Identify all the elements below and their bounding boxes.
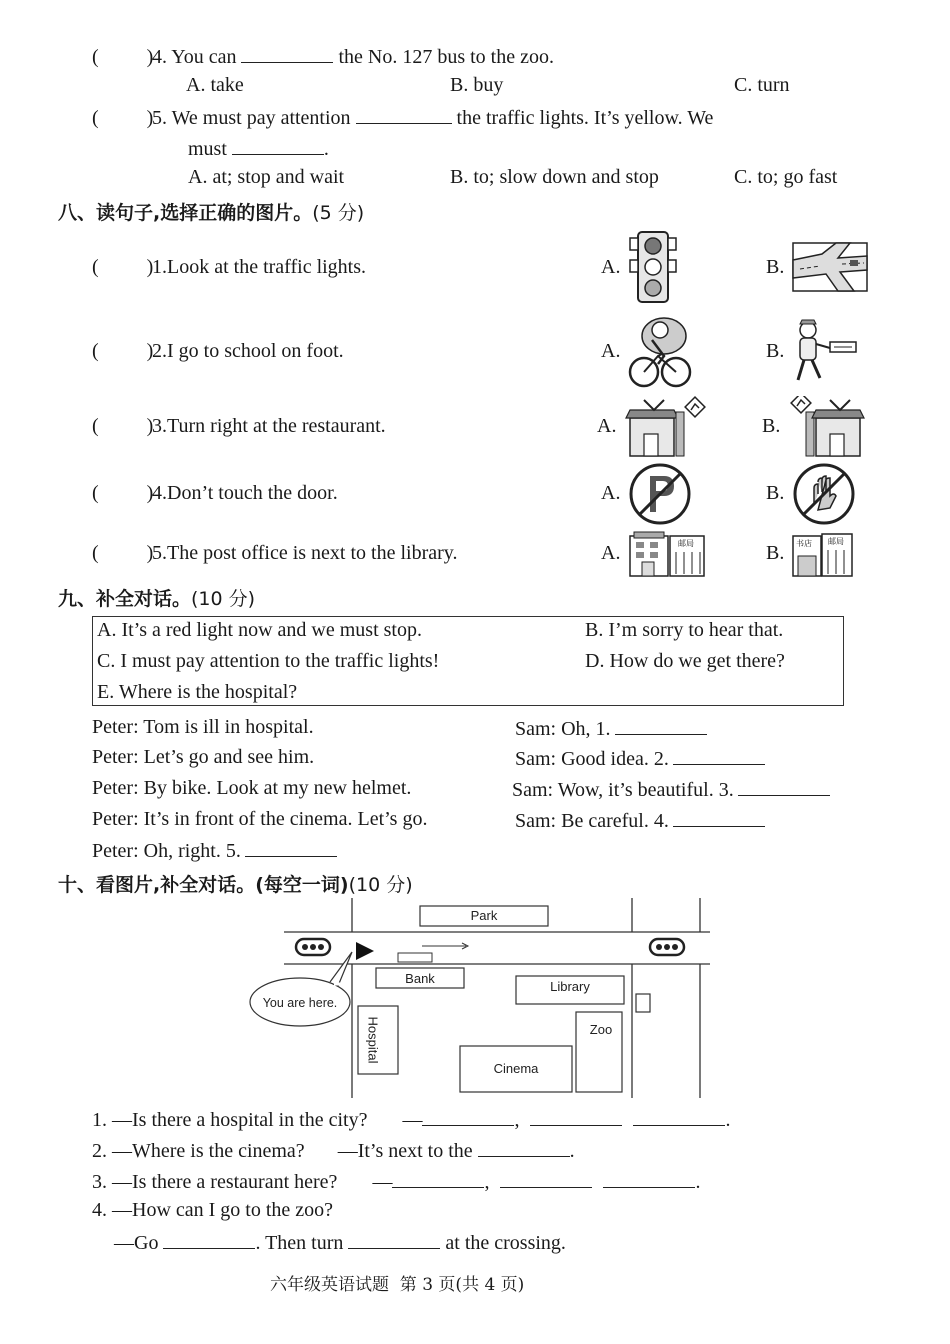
option-d: D. How do we get there? (585, 650, 785, 672)
restaurant-turn-right-icon[interactable] (624, 396, 706, 458)
section-8-heading: 八、读句子,选择正确的图片。(5 分) (58, 202, 365, 224)
option-a-label[interactable]: A. (601, 542, 621, 564)
option-c: C. I must pay attention to the traffic lights! (97, 650, 440, 672)
svg-text:邮局: 邮局 (828, 537, 844, 546)
boy-on-bike-icon[interactable] (628, 316, 692, 390)
dialog-line-peter: Peter: By bike. Look at my new helmet. (92, 777, 412, 799)
svg-text:Park: Park (470, 908, 498, 923)
picture-question-2: ( )2.I go to school on foot. (92, 340, 344, 362)
crossroad-icon[interactable] (792, 242, 868, 292)
svg-text:书店: 书店 (796, 539, 812, 548)
picture-question-1: ( )1.Look at the traffic lights. (92, 256, 367, 278)
option-b[interactable]: B. buy (450, 74, 504, 96)
option-a: A. It’s a red light now and we must stop. (97, 619, 422, 641)
map-question-3: 3. —Is there a restaurant here? — , . (92, 1171, 701, 1193)
map-question-4-answer: —Go . Then turn at the crossing. (114, 1232, 566, 1254)
answer-paren[interactable]: ( ) (92, 415, 154, 437)
option-c[interactable]: C. to; go fast (734, 166, 838, 188)
dialog-line-peter: Peter: It’s in front of the cinema. Let’s go. (92, 808, 428, 830)
question-7-5-line2: must . (188, 138, 329, 160)
map-question-4: 4. —How can I go to the zoo? (92, 1199, 334, 1221)
answer-blank[interactable] (356, 105, 452, 124)
answer-blank[interactable] (348, 1230, 440, 1249)
svg-text:Hospital: Hospital (365, 1016, 381, 1064)
option-b-label[interactable]: B. (766, 542, 785, 564)
answer-paren[interactable]: ( ) (92, 46, 154, 68)
small-building (636, 994, 650, 1012)
section-10-heading: 十、看图片,补全对话。(每空一词)(10 分) (58, 874, 413, 896)
answer-blank[interactable] (241, 44, 333, 63)
option-b: B. I’m sorry to hear that. (585, 619, 784, 641)
svg-text:Library: Library (550, 979, 590, 994)
option-b-label[interactable]: B. (766, 340, 785, 362)
answer-blank[interactable] (738, 777, 830, 796)
option-b-label[interactable]: B. (766, 256, 785, 278)
you-are-here-bubble (250, 952, 352, 1026)
answer-blank[interactable] (633, 1107, 725, 1126)
dialog-line-sam: Sam: Good idea. 2. (515, 746, 765, 771)
option-a[interactable]: A. at; stop and wait (188, 166, 345, 188)
page-footer: 六年级英语试题 第 3 页(共 4 页) (270, 1275, 525, 1295)
map-question-1: 1. —Is there a hospital in the city? — , . (92, 1109, 731, 1131)
answer-blank[interactable] (245, 838, 337, 857)
answer-blank[interactable] (603, 1169, 695, 1188)
question-7-5: ( )5. We must pay attention the traffic lights. It’s yellow. We (92, 107, 714, 129)
answer-paren[interactable]: ( ) (92, 256, 154, 278)
answer-blank[interactable] (163, 1230, 255, 1249)
answer-paren[interactable]: ( ) (92, 542, 154, 564)
answer-blank[interactable] (673, 746, 765, 765)
picture-question-3: ( )3.Turn right at the restaurant. (92, 415, 386, 437)
option-b[interactable]: B. to; slow down and stop (450, 166, 659, 188)
restaurant-turn-left-icon[interactable] (788, 396, 868, 458)
dialog-line-sam: Sam: Wow, it’s beautiful. 3. (512, 777, 830, 802)
svg-text:邮局: 邮局 (678, 539, 694, 548)
option-c[interactable]: C. turn (734, 74, 790, 96)
no-parking-icon[interactable] (628, 462, 692, 526)
svg-text:Bank: Bank (405, 971, 435, 986)
dialog-line-peter: Peter: Tom is ill in hospital. (92, 716, 314, 738)
answer-paren[interactable]: ( ) (92, 107, 154, 129)
answer-blank[interactable] (500, 1169, 592, 1188)
city-map (240, 898, 710, 1102)
answer-blank[interactable] (392, 1169, 484, 1188)
svg-text:Cinema: Cinema (493, 1061, 539, 1076)
option-a-label[interactable]: A. (601, 256, 621, 278)
map-question-2: 2. —Where is the cinema? —It’s next to the . (92, 1140, 575, 1162)
traffic-light-icon (650, 939, 684, 955)
option-e: E. Where is the hospital? (97, 681, 298, 703)
you-are-here-marker (356, 942, 374, 960)
dialog-line-peter: Peter: Oh, right. 5. (92, 838, 337, 863)
option-a-label[interactable]: A. (597, 415, 617, 437)
picture-question-4: ( )4.Don’t touch the door. (92, 482, 338, 504)
answer-paren[interactable]: ( ) (92, 482, 154, 504)
answer-blank[interactable] (615, 716, 707, 735)
answer-blank[interactable] (530, 1107, 622, 1126)
library-post-office-icon[interactable] (628, 530, 706, 578)
answer-paren[interactable]: ( ) (92, 340, 154, 362)
question-7-4: ( )4. You can the No. 127 bus to the zoo. (92, 46, 554, 68)
option-a-label[interactable]: A. (601, 340, 621, 362)
car-icon (398, 953, 432, 962)
answer-blank[interactable] (478, 1138, 570, 1157)
answer-blank[interactable] (232, 136, 324, 155)
option-b-label[interactable]: B. (766, 482, 785, 504)
dialog-line-peter: Peter: Let’s go and see him. (92, 746, 315, 768)
option-a-label[interactable]: A. (601, 482, 621, 504)
answer-blank[interactable] (422, 1107, 514, 1126)
picture-question-5: ( )5.The post office is next to the library. (92, 542, 458, 564)
section-9-heading: 九、补全对话。(10 分) (58, 588, 256, 610)
dialog-line-sam: Sam: Oh, 1. (515, 716, 707, 741)
option-a[interactable]: A. take (186, 74, 244, 96)
traffic-light-icon[interactable] (628, 228, 678, 306)
svg-text:Zoo: Zoo (589, 1022, 613, 1037)
answer-blank[interactable] (673, 808, 765, 827)
traffic-light-icon (296, 939, 330, 955)
no-touch-icon[interactable] (792, 462, 856, 526)
option-b-label[interactable]: B. (762, 415, 781, 437)
dialog-line-sam: Sam: Be careful. 4. (515, 808, 765, 833)
walking-boy-icon[interactable] (790, 318, 860, 388)
svg-text:You are here.: You are here. (262, 996, 338, 1010)
bookstore-post-office-icon[interactable] (792, 530, 854, 578)
